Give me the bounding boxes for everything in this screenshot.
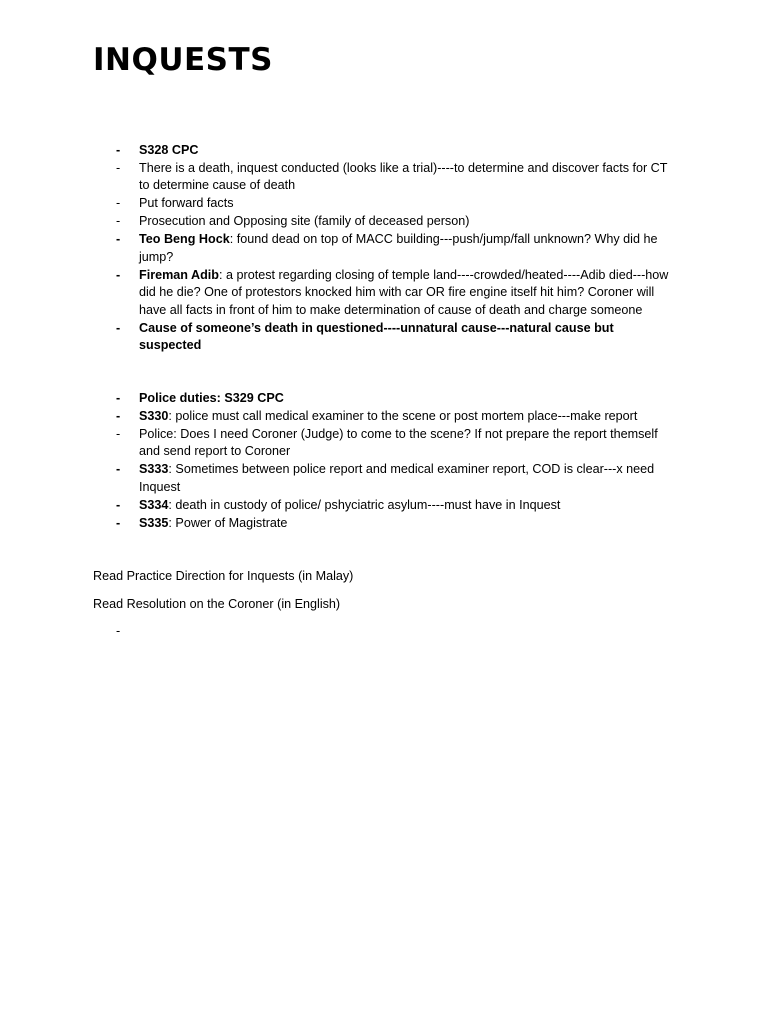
page-title: INQUESTS: [93, 42, 273, 78]
bullet-dash: -: [116, 214, 121, 229]
bullet-dash: -: [116, 515, 121, 530]
item-text: Put forward facts: [139, 196, 234, 211]
list-item: [116, 461, 676, 496]
bullet-dash: -: [116, 267, 121, 282]
item-text: : Power of Magistrate: [168, 515, 288, 530]
list-item: [116, 426, 676, 461]
bullet-dash: -: [116, 232, 121, 247]
list-item: [116, 142, 676, 160]
list-item: [116, 195, 676, 213]
list-item: [116, 160, 676, 195]
bullet-dash: -: [116, 497, 121, 512]
list-item: [116, 231, 676, 266]
list-item: [116, 320, 676, 355]
list-item: [116, 408, 676, 426]
bullet-list-police-duties: [116, 390, 676, 533]
item-text: Prosecution and Opposing site (family of deceased person): [139, 214, 470, 229]
reading-note-resolution: Read Resolution on the Coroner (in English): [93, 597, 341, 611]
bullet-dash: -: [116, 426, 121, 441]
bullet-dash: -: [116, 624, 121, 638]
reading-note-practice-direction: Read Practice Direction for Inquests (in Malay): [93, 569, 354, 583]
list-item: [116, 515, 676, 533]
item-bold: Cause of someone’s death in questioned----unnatural cause---natural cause but suspected: [139, 320, 614, 353]
bullet-list-inquest-basics: [116, 142, 676, 355]
list-item: [116, 497, 676, 515]
item-bold: S334: [139, 497, 169, 512]
bullet-dash: -: [116, 462, 121, 477]
item-text: : found dead on top of MACC building---push/jump/fall unknown? Why did he jump?: [139, 232, 658, 264]
bullet-dash: -: [116, 143, 121, 157]
item-bold: S333: [139, 462, 169, 477]
bullet-dash: -: [116, 196, 121, 211]
list-item: [116, 213, 676, 231]
list-item: [116, 390, 676, 408]
bullet-dash: -: [116, 160, 121, 175]
bullet-dash: -: [116, 391, 121, 405]
item-text: Police: Does I need Coroner (Judge) to come to the scene? If not prepare the report themself and send report to Coroner: [139, 426, 658, 459]
item-bold: Fireman Adib: [139, 267, 220, 282]
item-text: : police must call medical examiner to the scene or post mortem place---make report: [168, 408, 638, 423]
item-bold: S335: [139, 515, 169, 530]
item-bold: Teo Beng Hock: [139, 232, 230, 247]
item-text: : death in custody of police/ pshyciatric asylum----must have in Inquest: [168, 497, 561, 512]
item-bold: Police duties: S329 CPC: [139, 391, 284, 405]
item-bold: S330: [139, 408, 169, 423]
bullet-dash: -: [116, 320, 121, 335]
bullet-dash: -: [116, 408, 121, 423]
item-bold: S328 CPC: [139, 143, 199, 157]
item-text: There is a death, inquest conducted (looks like a trial)----to determine and discover facts for CT to determine cause of death: [139, 160, 668, 193]
item-text: : Sometimes between police report and medical examiner report, COD is clear---x need Inquest: [139, 462, 655, 494]
item-text: : a protest regarding closing of temple land----crowded/heated----Adib died---how did he die? One of protestors knocked him with car OR fire engine itself hit him? Coroner will have all facts in front of him to make determination of cause of death and charge someone: [139, 267, 669, 317]
list-item: [116, 267, 676, 320]
